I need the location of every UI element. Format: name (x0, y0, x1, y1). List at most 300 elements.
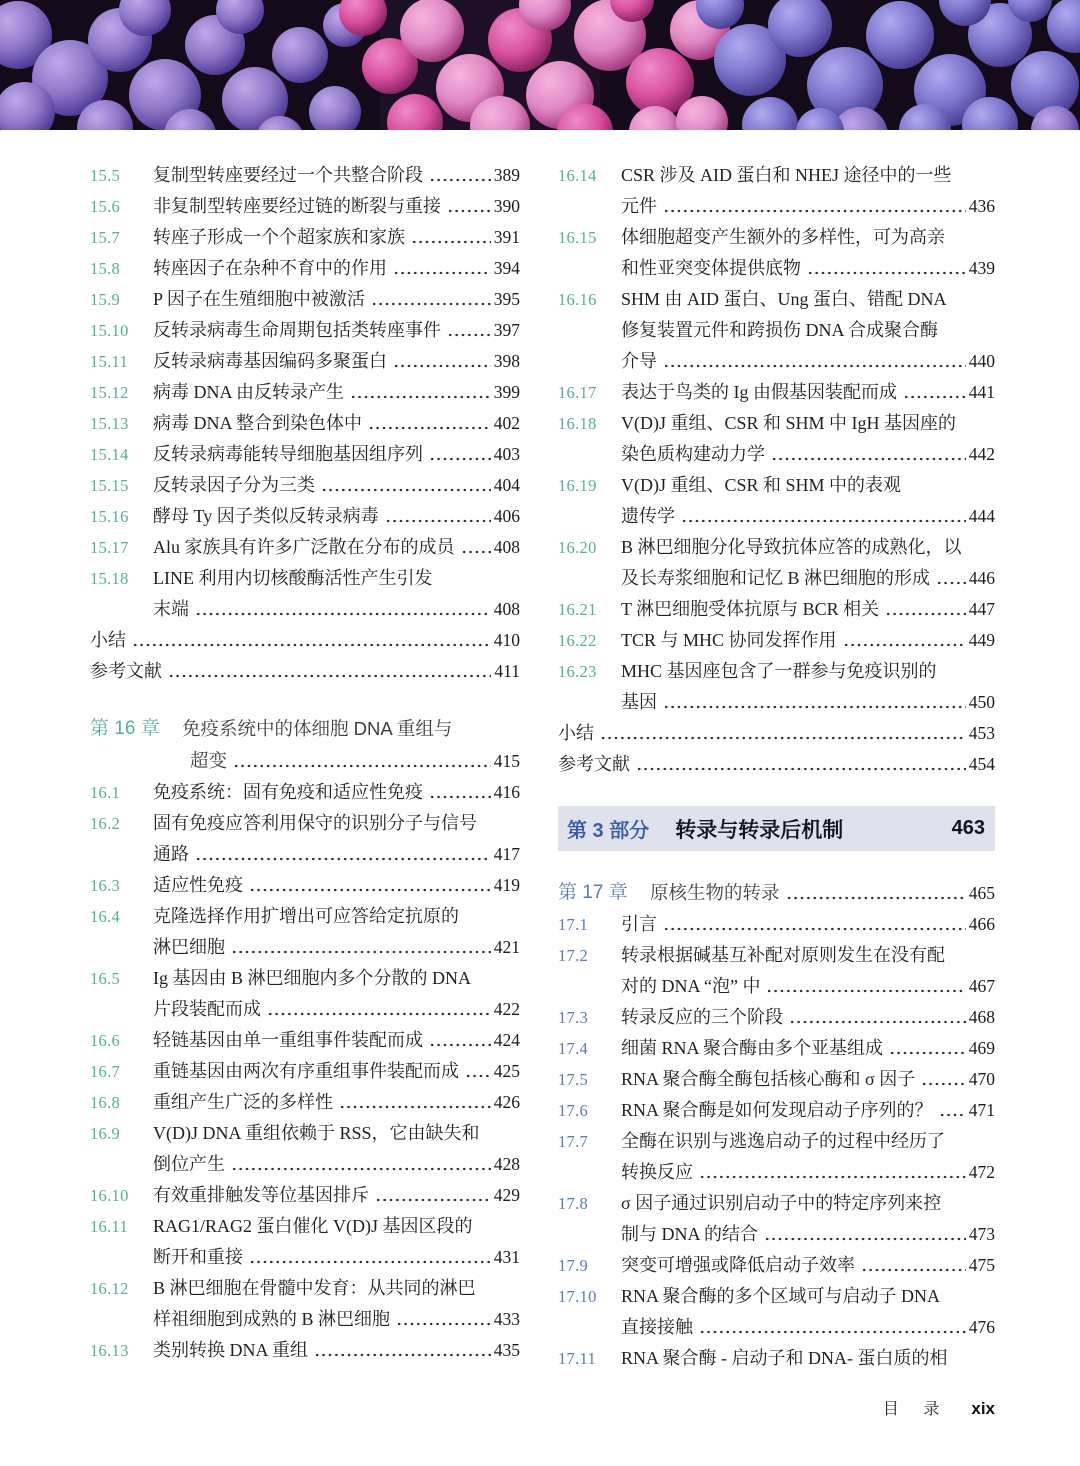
toc-item (558, 408, 995, 470)
dot-leader (393, 253, 491, 284)
toc-item-number: 16.12 (90, 1279, 129, 1298)
dot-leader (429, 439, 491, 470)
toc-entry-text: 介导 (621, 351, 657, 371)
toc-entry-text: 反转录病毒能转导细胞基因组序列 (153, 444, 423, 464)
toc-line (621, 1033, 995, 1064)
chapter-title (182, 713, 520, 777)
toc-line (90, 625, 520, 656)
toc-entry-page: 394 (493, 258, 520, 278)
toc-entry-text: V(D)J DNA 重组依赖于 RSS，它由缺失和 (153, 1123, 480, 1143)
toc-item-number: 16.10 (90, 1186, 129, 1205)
toc-entry-page: 403 (493, 444, 520, 464)
dot-leader (461, 532, 491, 563)
toc-item (90, 563, 520, 625)
toc-line (182, 713, 520, 745)
toc-item-number: 16.14 (558, 166, 597, 185)
toc-item (90, 1118, 520, 1180)
toc-line (153, 160, 520, 191)
toc-item-number: 15.18 (90, 569, 129, 588)
toc-item-number: 16.20 (558, 538, 597, 557)
toc-item (558, 377, 995, 408)
part-number: 第 3 部分 (567, 820, 650, 842)
toc-item (90, 1335, 520, 1366)
toc-line (153, 1304, 520, 1335)
toc-entry-page: 450 (968, 692, 995, 712)
toc-item-number: 15.12 (90, 383, 129, 402)
toc-line (153, 377, 520, 408)
toc-item-content (153, 1211, 520, 1273)
toc-entry-page: 440 (968, 351, 995, 371)
toc-item-content (621, 470, 995, 532)
toc-line (153, 1180, 520, 1211)
toc-entry-page: 424 (493, 1030, 520, 1050)
chapter-heading (558, 877, 995, 909)
toc-entry-text: 元件 (621, 196, 657, 216)
dot-leader (429, 1025, 491, 1056)
dot-leader (231, 932, 491, 963)
toc-item (90, 222, 520, 253)
toc-entry-page: 408 (493, 599, 520, 619)
chapter-number: 第 16 章 (90, 718, 160, 739)
toc-item (558, 1281, 995, 1343)
toc-item-number: 17.2 (558, 946, 589, 965)
toc-item-content (621, 1343, 995, 1374)
toc-entry-text: 反转录因子分为三类 (153, 475, 315, 495)
footer-section-label: 目 录 (882, 1401, 950, 1418)
toc-item (90, 315, 520, 346)
toc-entry-page: 404 (493, 475, 520, 495)
toc-line (558, 749, 995, 780)
toc-section (558, 909, 995, 1374)
toc-item-number: 15.6 (90, 197, 121, 216)
toc-item-content (153, 377, 520, 408)
dot-leader (447, 191, 491, 222)
toc-item-content (621, 1095, 995, 1126)
dot-leader (789, 1002, 966, 1033)
toc-item (558, 222, 995, 284)
toc-item (90, 1056, 520, 1087)
toc-line (153, 932, 520, 963)
toc-line (153, 563, 520, 594)
toc-entry-page: 391 (493, 227, 520, 247)
toc-entry-text: σ 因子通过识别启动子中的特定序列来控 (621, 1193, 942, 1213)
toc-item-number: 15.14 (90, 445, 129, 464)
toc-item (558, 1188, 995, 1250)
toc-entry-text: 小结 (90, 630, 126, 650)
toc-line (153, 1273, 520, 1304)
toc-line (621, 532, 995, 563)
part-page: 463 (951, 817, 985, 839)
toc-entry-text: 对的 DNA “泡” 中 (621, 976, 761, 996)
toc-entry-text: 轻链基因由单一重组事件装配而成 (153, 1030, 423, 1050)
toc-item-number: 15.16 (90, 507, 129, 526)
toc-entry-page: 472 (968, 1162, 995, 1182)
toc-entry-text: 非复制型转座要经过链的断裂与重接 (153, 196, 441, 216)
toc-entry-page: 447 (968, 599, 995, 619)
toc-item-number: 16.1 (90, 783, 121, 802)
dot-leader (249, 870, 491, 901)
toc-line (621, 315, 995, 346)
toc-entry-text: 酵母 Ty 因子类似反转录病毒 (153, 506, 379, 526)
toc-entry-page: 390 (493, 196, 520, 216)
dot-leader (903, 377, 966, 408)
toc-item (558, 1343, 995, 1374)
toc-line (621, 594, 995, 625)
toc-line (621, 1281, 995, 1312)
toc-entry-text: 有效重排触发等位基因排斥 (153, 1185, 369, 1205)
toc-entry-page: 397 (493, 320, 520, 340)
toc-line (153, 315, 520, 346)
chapter-title (650, 877, 995, 909)
toc-item-number: 16.23 (558, 662, 597, 681)
dot-leader (267, 994, 491, 1025)
toc-item-content (153, 1273, 520, 1335)
toc-line (153, 470, 520, 501)
toc-item-content (153, 563, 520, 625)
chapter-heading (90, 713, 520, 777)
toc-line (621, 1126, 995, 1157)
toc-item-number: 16.18 (558, 414, 597, 433)
dot-leader (771, 439, 966, 470)
toc-item-number: 16.6 (90, 1031, 121, 1050)
toc-item-content (621, 1126, 995, 1188)
toc-line (153, 1087, 520, 1118)
toc-item-number: 16.8 (90, 1093, 121, 1112)
dot-leader (447, 315, 491, 346)
toc-entry-page: 422 (493, 999, 520, 1019)
toc-line (153, 501, 520, 532)
toc-line (153, 1335, 520, 1366)
toc-entry-text: 制与 DNA 的结合 (621, 1224, 759, 1244)
toc-line (621, 971, 995, 1002)
toc-entry-text: 末端 (153, 599, 189, 619)
toc-entry-text: 表达于鸟类的 Ig 由假基因装配而成 (621, 382, 897, 402)
toc-entry-text: 超变 (190, 750, 228, 771)
toc-entry-page: 398 (493, 351, 520, 371)
toc-entry-page: 435 (493, 1340, 520, 1360)
dot-leader (385, 501, 491, 532)
dot-leader (195, 594, 491, 625)
toc-line (153, 439, 520, 470)
toc-item-content (153, 901, 520, 963)
toc-section (558, 160, 995, 780)
toc-line (153, 408, 520, 439)
toc-entry-text: 病毒 DNA 由反转录产生 (153, 382, 345, 402)
toc-entry-text: B 淋巴细胞分化导致抗体应答的成熟化，以 (621, 537, 962, 557)
toc-entry-text: V(D)J 重组、CSR 和 SHM 中 IgH 基因座的 (621, 413, 957, 433)
toc-item-content (153, 408, 520, 439)
toc-section (90, 160, 520, 687)
toc-item (558, 940, 995, 1002)
part-heading (558, 806, 995, 851)
toc-item-number: 17.5 (558, 1070, 589, 1089)
dot-leader (786, 877, 966, 909)
toc-item-number: 17.4 (558, 1039, 589, 1058)
toc-entry-text: T 淋巴细胞受体抗原与 BCR 相关 (621, 599, 880, 619)
toc-right-column (558, 160, 995, 1374)
toc-line (153, 346, 520, 377)
dot-leader (843, 625, 966, 656)
toc-entry-text: 转座因子在杂种不育中的作用 (153, 258, 387, 278)
toc-item-content (153, 470, 520, 501)
dot-leader (339, 1087, 491, 1118)
toc-item-number: 16.16 (558, 290, 597, 309)
toc-entry-text: MHC 基因座包含了一群参与免疫识别的 (621, 661, 937, 681)
toc-entry-page: 473 (968, 1224, 995, 1244)
toc-entry-text: 病毒 DNA 整合到染色体中 (153, 413, 363, 433)
toc-item (90, 377, 520, 408)
toc-entry-page: 421 (493, 937, 520, 957)
toc-item-number: 15.10 (90, 321, 129, 340)
toc-line (621, 656, 995, 687)
toc-line (621, 687, 995, 718)
toc-item (558, 656, 995, 718)
toc-entry-text: 转座子形成一个个超家族和家族 (153, 227, 405, 247)
toc-item-content (153, 808, 520, 870)
toc-item (558, 1002, 995, 1033)
toc-line (558, 718, 995, 749)
toc-line (153, 1149, 520, 1180)
toc-line (153, 839, 520, 870)
toc-item-content (621, 1281, 995, 1343)
toc-item-number: 16.17 (558, 383, 597, 402)
dot-leader (249, 1242, 491, 1273)
dot-leader (600, 718, 966, 749)
toc-item-content (153, 315, 520, 346)
dot-leader (766, 971, 965, 1002)
toc-entry-page: 476 (968, 1317, 995, 1337)
dot-leader (396, 1304, 491, 1335)
toc-entry-text: 克隆选择作用扩增出可应答给定抗原的 (153, 906, 459, 926)
toc-item (558, 1250, 995, 1281)
toc-item-number: 16.3 (90, 876, 121, 895)
toc-entry-text: V(D)J 重组、CSR 和 SHM 中的表观 (621, 475, 902, 495)
toc-entry-page: 402 (493, 413, 520, 433)
toc-item-content (621, 940, 995, 1002)
toc-item (558, 625, 995, 656)
toc-item (90, 346, 520, 377)
dot-leader (681, 501, 966, 532)
toc-item (558, 1033, 995, 1064)
toc-entry-page: 431 (493, 1247, 520, 1267)
toc-entry-text: RNA 聚合酶是如何发现启动子序列的？ (621, 1100, 933, 1120)
dot-leader (314, 1335, 491, 1366)
toc-item-content (621, 1064, 995, 1095)
toc-entry-text: 反转录病毒生命周期包括类转座事件 (153, 320, 441, 340)
toc-item-content (621, 160, 995, 222)
toc-entry-text: 全酶在识别与逃逸启动子的过程中经历了 (621, 1131, 945, 1151)
toc-item-content (153, 501, 520, 532)
toc-entry-page: 467 (968, 976, 995, 996)
toc-item (90, 808, 520, 870)
toc-entry-page: 469 (968, 1038, 995, 1058)
dot-leader (636, 749, 966, 780)
toc-entry-text: 通路 (153, 844, 189, 864)
toc-item-content (153, 284, 520, 315)
dot-leader (885, 594, 966, 625)
toc-entry-text: 及长寿浆细胞和记忆 B 淋巴细胞的形成 (621, 568, 931, 588)
toc-item (90, 470, 520, 501)
toc-line (153, 963, 520, 994)
toc-entry-text: 细菌 RNA 聚合酶由多个亚基组成 (621, 1038, 884, 1058)
toc-entry-page: 428 (493, 1154, 520, 1174)
toc-item (90, 1211, 520, 1273)
toc-item (558, 594, 995, 625)
toc-item-number: 16.9 (90, 1124, 121, 1143)
dot-leader (393, 346, 491, 377)
toc-line (153, 594, 520, 625)
toc-line (153, 1211, 520, 1242)
toc-item-number: 17.8 (558, 1194, 589, 1213)
dot-leader (861, 1250, 966, 1281)
dot-leader (699, 1157, 966, 1188)
toc-line (621, 1343, 995, 1374)
toc-item-content (153, 346, 520, 377)
dot-leader (429, 160, 491, 191)
toc-line (621, 160, 995, 191)
toc-item-content (153, 1087, 520, 1118)
header-banner-image (0, 0, 1080, 130)
toc-left-column (90, 160, 520, 1366)
toc-entry-text: 和性亚突变体提供底物 (621, 258, 801, 278)
toc-item-number: 16.15 (558, 228, 597, 247)
toc-entry-text: TCR 与 MHC 协同发挥作用 (621, 630, 837, 650)
toc-line (621, 1312, 995, 1343)
toc-item-number: 16.19 (558, 476, 597, 495)
toc-entry-text: 复制型转座要经过一个共整合阶段 (153, 165, 423, 185)
toc-entry-text: P 因子在生殖细胞中被激活 (153, 289, 365, 309)
toc-entry-page: 475 (968, 1255, 995, 1275)
toc-line (621, 1095, 995, 1126)
toc-entry-page: 429 (493, 1185, 520, 1205)
toc-item-number: 17.10 (558, 1287, 597, 1306)
dot-leader (411, 222, 491, 253)
dot-leader (807, 253, 966, 284)
dot-leader (168, 656, 491, 687)
toc-entry-text: 倒位产生 (153, 1154, 225, 1174)
toc-item (90, 439, 520, 470)
toc-entry-text: 淋巴细胞 (153, 937, 225, 957)
toc-item (90, 656, 520, 687)
toc-item-content (153, 1118, 520, 1180)
dot-leader (663, 909, 966, 940)
toc-item-content (621, 284, 995, 377)
toc-item-number: 15.15 (90, 476, 129, 495)
toc-item (558, 718, 995, 749)
toc-item (558, 1064, 995, 1095)
toc-entry-page: 454 (968, 754, 995, 774)
toc-entry-text: 体细胞超变产生额外的多样性，可为高亲 (621, 227, 945, 247)
toc-line (90, 656, 520, 687)
toc-entry-page: 433 (493, 1309, 520, 1329)
toc-item (90, 253, 520, 284)
dot-leader (936, 563, 966, 594)
toc-item-content (153, 253, 520, 284)
toc-entry-text: RNA 聚合酶全酶包括核心酶和 σ 因子 (621, 1069, 916, 1089)
toc-line (182, 745, 520, 777)
toc-item-content (153, 1025, 520, 1056)
toc-item-content (153, 222, 520, 253)
toc-entry-text: 突变可增强或降低启动子效率 (621, 1255, 855, 1275)
toc-entry-page: 416 (493, 782, 520, 802)
toc-line (621, 439, 995, 470)
toc-item-number: 16.7 (90, 1062, 121, 1081)
dot-leader (429, 777, 491, 808)
toc-entry-page: 415 (493, 751, 520, 771)
toc-entry-text: RNA 聚合酶 - 启动子和 DNA- 蛋白质的相 (621, 1348, 948, 1368)
toc-item-number: 15.13 (90, 414, 129, 433)
toc-item-number: 17.6 (558, 1101, 589, 1120)
toc-item-content (621, 377, 995, 408)
toc-entry-page: 471 (968, 1100, 995, 1120)
dot-leader (231, 1149, 491, 1180)
toc-entry-page: 465 (968, 883, 995, 903)
toc-item (90, 777, 520, 808)
toc-item (558, 1095, 995, 1126)
toc-line (621, 377, 995, 408)
dot-leader (663, 191, 966, 222)
toc-line (621, 940, 995, 971)
toc-entry-text: 修复装置元件和跨损伤 DNA 合成聚合酶 (621, 320, 939, 340)
toc-item (90, 501, 520, 532)
toc-entry-text: Alu 家族具有许多广泛散在分布的成员 (153, 537, 455, 557)
toc-line (153, 994, 520, 1025)
toc-item-number: 17.7 (558, 1132, 589, 1151)
toc-item (558, 284, 995, 377)
toc-entry-page: 426 (493, 1092, 520, 1112)
toc-line (153, 1025, 520, 1056)
toc-item-content (153, 532, 520, 563)
toc-entry-text: 固有免疫应答利用保守的识别分子与信号 (153, 813, 477, 833)
toc-entry-page: 389 (493, 165, 520, 185)
toc-line (621, 1157, 995, 1188)
toc-item-number: 16.11 (90, 1217, 129, 1236)
toc-item-content (153, 1056, 520, 1087)
toc-entry-page: 439 (968, 258, 995, 278)
toc-entry-text: LINE 利用内切核酸酶活性产生引发 (153, 568, 433, 588)
toc-item-content (153, 160, 520, 191)
toc-item-number: 15.17 (90, 538, 129, 557)
toc-entry-text: 引言 (621, 914, 657, 934)
toc-item-number: 16.22 (558, 631, 597, 650)
toc-entry-text: 断开和重接 (153, 1247, 243, 1267)
chapter-number: 第 17 章 (558, 882, 628, 903)
toc-item (90, 625, 520, 656)
toc-item-content (153, 439, 520, 470)
toc-item-number: 15.11 (90, 352, 129, 371)
toc-entry-text: 片段装配而成 (153, 999, 261, 1019)
toc-line (621, 222, 995, 253)
toc-entry-text: 样祖细胞到成熟的 B 淋巴细胞 (153, 1309, 391, 1329)
toc-item-number: 15.5 (90, 166, 121, 185)
toc-item-number: 15.7 (90, 228, 121, 247)
toc-item (90, 901, 520, 963)
toc-line (621, 1250, 995, 1281)
toc-entry-page: 449 (968, 630, 995, 650)
toc-item (558, 160, 995, 222)
toc-line (621, 346, 995, 377)
toc-entry-page: 425 (493, 1061, 520, 1081)
toc-item (90, 284, 520, 315)
toc-line (621, 408, 995, 439)
toc-entry-page: 468 (968, 1007, 995, 1027)
toc-line (153, 191, 520, 222)
toc-item-number: 17.1 (558, 915, 589, 934)
toc-item-number: 15.9 (90, 290, 121, 309)
toc-entry-text: 染色质构建动力学 (621, 444, 765, 464)
footer-page-number: xix (971, 1399, 995, 1418)
toc-entry-page: 411 (494, 661, 520, 681)
